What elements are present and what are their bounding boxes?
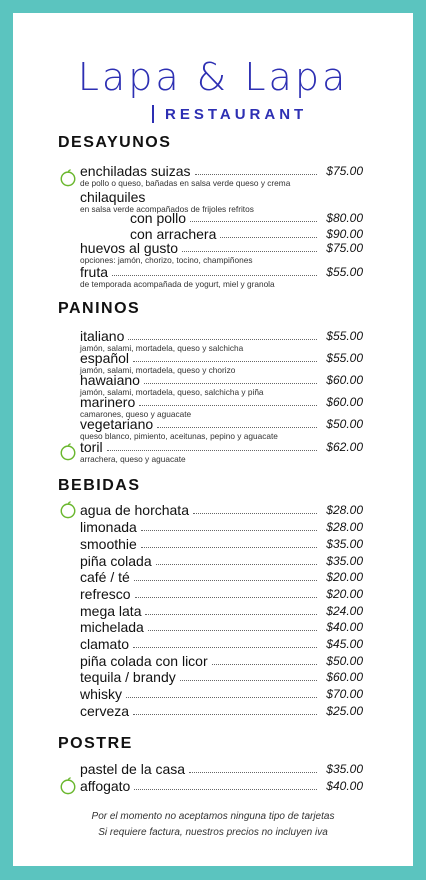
leader-dots (126, 696, 317, 698)
item-name: marinero (80, 394, 136, 410)
item-name: affogato (80, 778, 131, 794)
item-name: smoothie (80, 536, 137, 552)
logo-subtitle: RESTAURANT (165, 106, 308, 123)
menu-item-drink (80, 686, 363, 702)
item-name: español (80, 350, 130, 366)
leader-dots (128, 338, 317, 340)
section-title-paninos: PANINOS (58, 300, 141, 317)
item-price: $20.00 (326, 587, 363, 601)
item-price: $70.00 (326, 687, 363, 701)
leader-dots (180, 679, 317, 681)
item-price: $55.00 (326, 329, 363, 343)
leader-dots (139, 404, 317, 406)
item-name: chilaquiles (80, 189, 146, 205)
section-title-bebidas: BEBIDAS (58, 477, 141, 494)
item-name: mega lata (80, 603, 142, 619)
leader-dots (189, 771, 317, 773)
item-name: con pollo (130, 210, 187, 226)
footer-note (13, 809, 413, 841)
item-desc: queso blanco, pimiento, aceitunas, pepino y aguacate (80, 431, 278, 441)
leader-dots (141, 546, 317, 548)
leader-dots (112, 274, 317, 276)
leader-dots (182, 250, 317, 252)
item-name: whisky (80, 686, 123, 702)
leader-dots (133, 360, 317, 362)
leader-dots (133, 646, 317, 648)
leader-dots (195, 173, 317, 175)
item-name: vegetariano (80, 416, 154, 432)
item-desc: jamón, salami, mortadela, queso, salchicha y piña (80, 387, 264, 397)
leader-dots (144, 382, 317, 384)
menu-item-con-pollo (130, 210, 363, 226)
item-desc: jamón, salami, mortadela, queso y salchicha (80, 343, 244, 353)
apple-icon (59, 443, 77, 461)
leader-dots (134, 788, 317, 790)
leader-dots (148, 629, 317, 631)
item-price: $60.00 (326, 395, 363, 409)
leader-dots (133, 713, 317, 715)
item-name: agua de horchata (80, 502, 189, 518)
item-name: cerveza (80, 703, 130, 719)
leader-dots (145, 613, 317, 615)
item-desc: arrachera, queso y aguacate (80, 454, 186, 464)
section-title-postre: POSTRE (58, 735, 133, 752)
leader-dots (134, 579, 317, 581)
menu-item-drink (80, 703, 363, 719)
item-price: $50.00 (326, 417, 363, 431)
item-price: $75.00 (326, 241, 363, 255)
item-name: café / té (80, 569, 130, 585)
menu-item-huevos (80, 240, 363, 265)
item-price: $40.00 (326, 620, 363, 634)
item-name: limonada (80, 519, 137, 535)
menu-item-drink (80, 519, 363, 535)
item-price: $35.00 (326, 537, 363, 551)
menu-item-drink (80, 502, 363, 518)
item-price: $20.00 (326, 570, 363, 584)
item-price: $55.00 (326, 351, 363, 365)
item-name: huevos al gusto (80, 240, 179, 256)
logo-title: Lapa & Lapa (77, 55, 349, 99)
footer-line-1: Por el momento no aceptamos ninguna tipo de tarjetas (91, 811, 335, 822)
item-name: piña colada (80, 553, 152, 569)
menu-item-postre (80, 761, 363, 777)
item-desc: de temporada acompañada de yogurt, miel y granola (80, 279, 275, 289)
item-desc: en salsa verde acompañados de frijoles refritos (80, 204, 254, 214)
item-price: $80.00 (326, 211, 363, 225)
leader-dots (156, 563, 317, 565)
item-desc: opciones: jamón, chorizo, tocino, champiñones (80, 255, 253, 265)
item-name: fruta (80, 264, 109, 280)
section-title-desayunos: DESAYUNOS (58, 134, 172, 151)
leader-dots (190, 220, 317, 222)
menu-item-drink (80, 603, 363, 619)
item-name: toril (80, 439, 103, 455)
item-name: con arrachera (130, 226, 217, 242)
menu-item-drink (80, 669, 363, 685)
item-name: clamato (80, 636, 130, 652)
item-price: $60.00 (326, 373, 363, 387)
item-desc: jamón, salami, mortadela, queso y chorizo (80, 365, 236, 375)
menu-item-drink (80, 553, 363, 569)
item-name: piña colada con licor (80, 653, 208, 669)
item-price: $90.00 (326, 227, 363, 241)
item-desc: camarones, queso y aguacate (80, 409, 192, 419)
apple-icon (59, 777, 77, 795)
item-price: $50.00 (326, 654, 363, 668)
menu-item-drink (80, 636, 363, 652)
leader-dots (135, 596, 317, 598)
item-name: refresco (80, 586, 131, 602)
item-price: $40.00 (326, 779, 363, 793)
item-name: tequila / brandy (80, 669, 176, 685)
item-name: enchiladas suizas (80, 163, 191, 179)
item-price: $35.00 (326, 554, 363, 568)
menu-item-drink (80, 536, 363, 552)
menu-item-vegetariano (80, 416, 363, 441)
footer-line-2: Si requiere factura, nuestros precios no incluyen iva (98, 827, 328, 838)
item-name: hawaiano (80, 372, 140, 388)
item-price: $28.00 (326, 503, 363, 517)
item-price: $28.00 (326, 520, 363, 534)
item-price: $75.00 (326, 164, 363, 178)
item-name: pastel de la casa (80, 761, 186, 777)
menu-item-drink (80, 619, 363, 635)
item-price: $24.00 (326, 604, 363, 618)
menu-item-drink (80, 653, 363, 669)
menu-item-toril (80, 439, 363, 464)
menu-item-fruta (80, 264, 363, 289)
item-name: michelada (80, 619, 144, 635)
item-price: $55.00 (326, 265, 363, 279)
item-price: $35.00 (326, 762, 363, 776)
leader-dots (193, 512, 317, 514)
menu-item-enchiladas (80, 163, 363, 188)
menu-item-postre (80, 778, 363, 794)
item-price: $60.00 (326, 670, 363, 684)
item-name: italiano (80, 328, 125, 344)
leader-dots (220, 236, 317, 238)
logo-rule (152, 105, 154, 123)
item-price: $62.00 (326, 440, 363, 454)
apple-icon (59, 169, 77, 187)
leader-dots (107, 449, 317, 451)
leader-dots (157, 426, 317, 428)
item-price: $45.00 (326, 637, 363, 651)
item-desc: de pollo o queso, bañadas en salsa verde queso y crema (80, 178, 291, 188)
menu-card (13, 13, 413, 866)
menu-item-drink (80, 586, 363, 602)
item-price: $25.00 (326, 704, 363, 718)
apple-icon (59, 501, 77, 519)
leader-dots (212, 663, 317, 665)
leader-dots (141, 529, 317, 531)
menu-item-drink (80, 569, 363, 585)
